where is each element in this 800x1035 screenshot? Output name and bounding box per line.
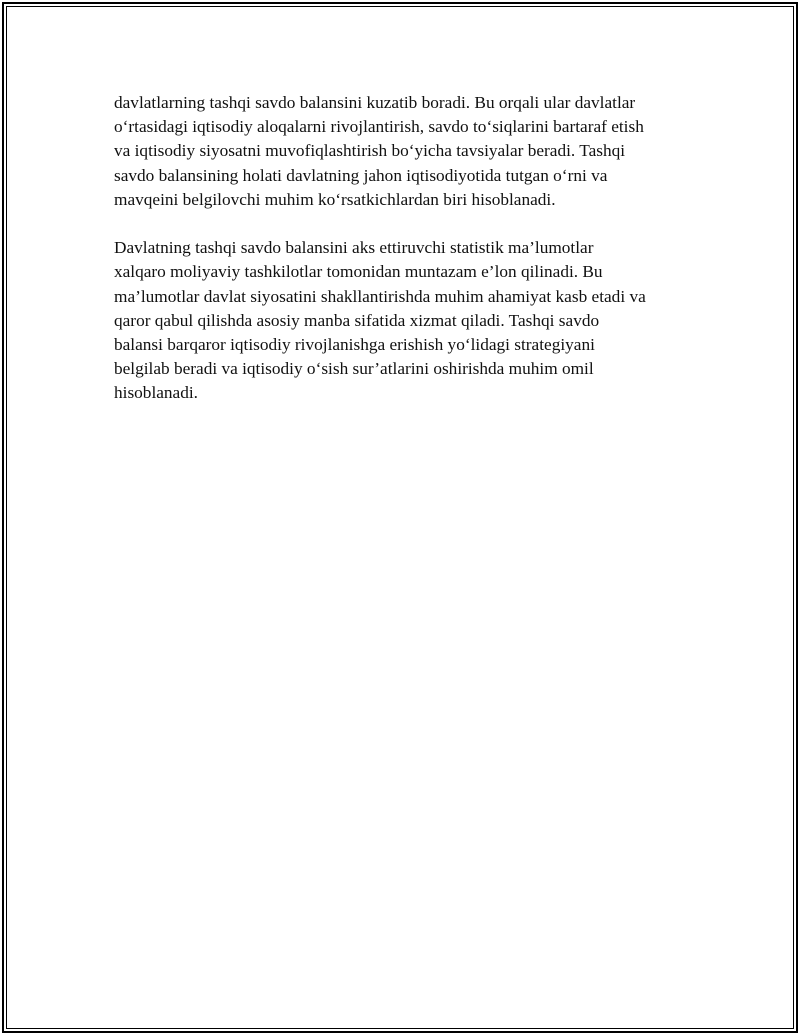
text-line: hisoblanadi. xyxy=(114,383,198,403)
text-line: xalqaro moliyaviy tashkilotlar tomonidan muntazam e’lon qilinadi. Bu xyxy=(114,262,603,282)
text-line: mavqeini belgilovchi muhim ko‘rsatkichlardan biri hisoblanadi. xyxy=(114,189,556,209)
text-line: davlatlarning tashqi savdo balansini kuzatib boradi. Bu orqali ular davlatlar xyxy=(114,93,636,112)
text-line: balansi barqaror iqtisodiy rivojlanishga erishish yo‘lidagi strategiyani xyxy=(114,335,595,355)
paragraph-2 xyxy=(114,236,699,405)
text-line: Davlatning tashqi savdo balansini aks ettiruvchi statistik ma’lumotlar xyxy=(114,238,594,258)
text-line: o‘rtasidagi iqtisodiy aloqalarni rivojlantirish, savdo to‘siqlarini bartaraf etish xyxy=(114,117,644,137)
document-body xyxy=(114,91,699,406)
text-line: qaror qabul qilishda asosiy manba sifatida xizmat qiladi. Tashqi savdo xyxy=(114,310,600,330)
text-line: savdo balansining holati davlatning jahon iqtisodiyotida tutgan o‘rni va xyxy=(114,165,608,185)
text-line: belgilab beradi va iqtisodiy o‘sish sur’atlarini oshirishda muhim omil xyxy=(114,359,594,379)
text-line: va iqtisodiy siyosatni muvofiqlashtirish bo‘yicha tavsiyalar beradi. Tashqi xyxy=(114,141,626,161)
text-line: ma’lumotlar davlat siyosatini shakllantirishda muhim ahamiyat kasb etadi va xyxy=(114,286,646,306)
paragraph-1 xyxy=(114,91,699,212)
